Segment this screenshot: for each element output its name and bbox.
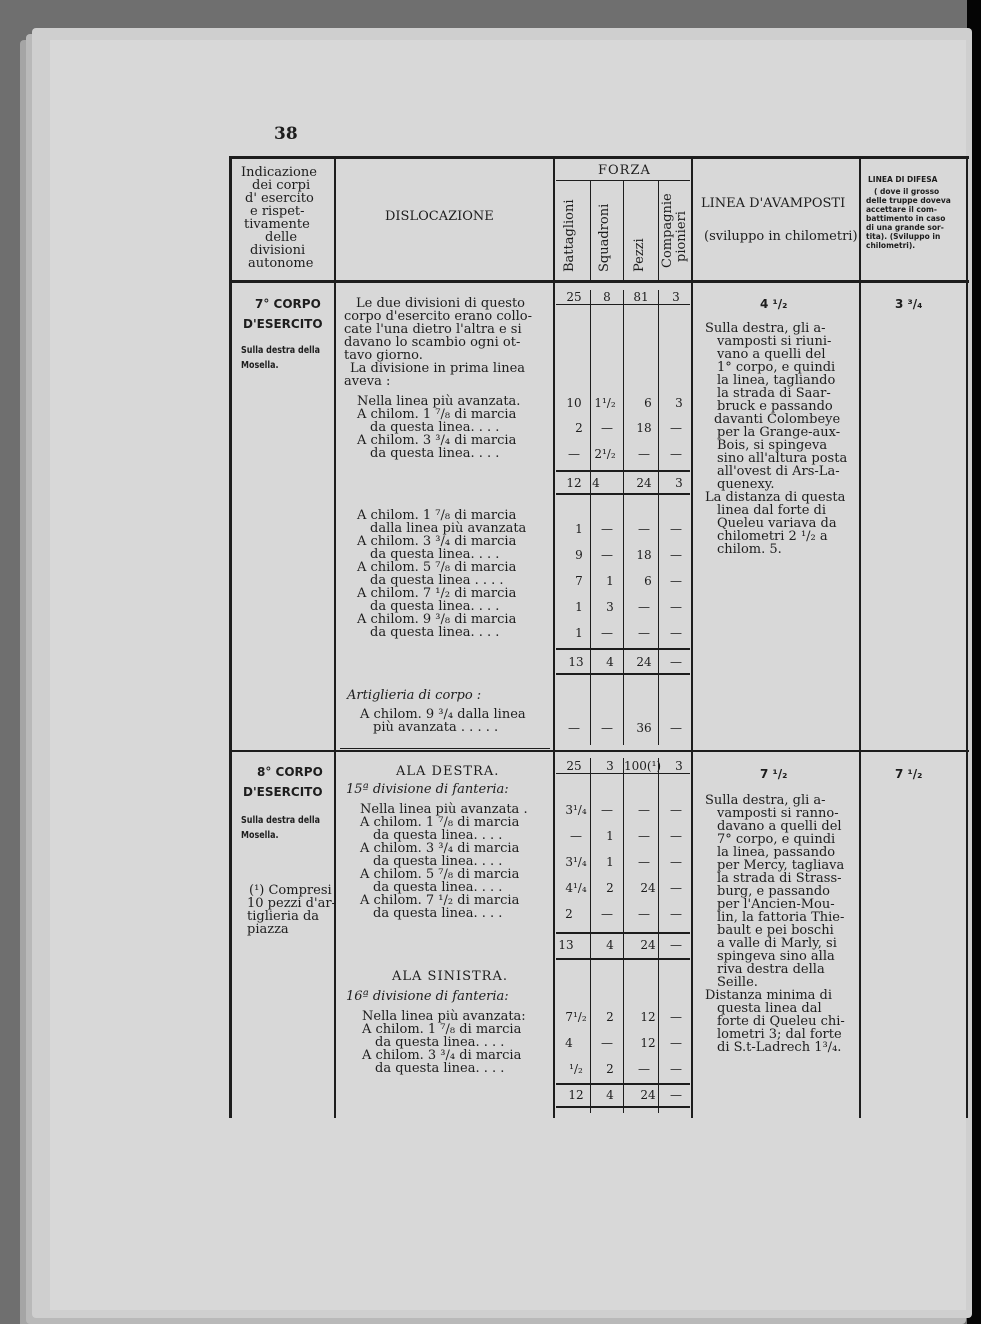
header-dislocazione: DISLOCAZIONE <box>385 209 494 224</box>
page-number: 38 <box>274 124 298 144</box>
corps8-div16: 16ª divisione di fanteria: <box>346 989 509 1004</box>
header-pezzi: Pezzi <box>632 238 647 272</box>
corps7-difesa-value: 3 ³/₄ <box>895 297 923 311</box>
corps8-sinistra-heading: ALA SINISTRA. <box>392 969 508 984</box>
corps8-div15: 15ª divisione di fanteria: <box>346 782 509 797</box>
corps8-avamposti-value: 7 ¹/₂ <box>760 767 788 781</box>
corps8-difesa-value: 7 ¹/₂ <box>895 767 923 781</box>
header-avamposti-sub: (sviluppo in chilometri) <box>704 229 858 244</box>
header-avamposti: LINEA D'AVAMPOSTI <box>701 196 846 211</box>
header-squadroni: Squadroni <box>597 203 612 272</box>
corps7-artiglieria: Artiglieria di corpo : <box>347 688 482 703</box>
header-pionieri: pionieri <box>674 211 689 262</box>
header-battaglioni: Battaglioni <box>562 199 577 272</box>
corps8-destra-heading: ALA DESTRA. <box>396 764 500 779</box>
book-page <box>32 28 972 1318</box>
header-forza: FORZA <box>598 163 651 178</box>
corps7-avamposti-value: 4 ¹/₂ <box>760 297 788 311</box>
header-compagnie: Compagnie <box>660 193 675 268</box>
